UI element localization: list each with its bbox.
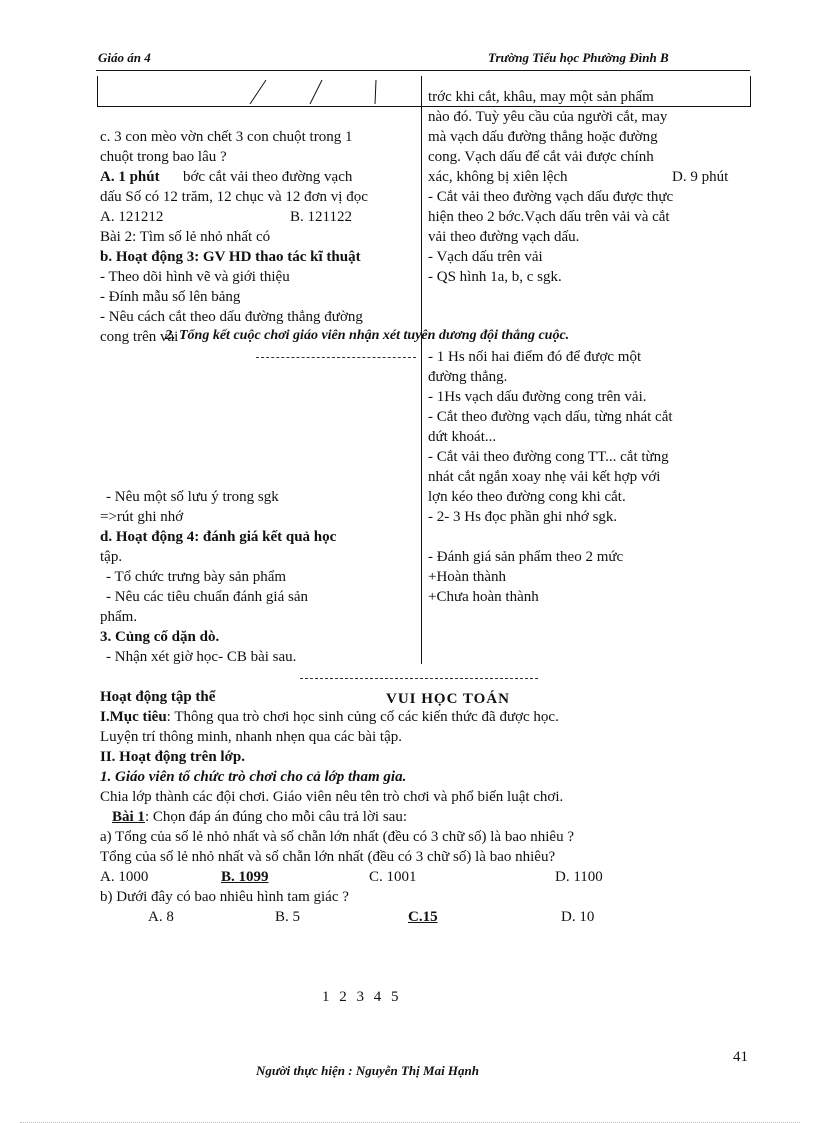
right-line-15: dứt khoát...	[428, 429, 497, 445]
right-line-17: nhát cắt ngắn xoay nhẹ vải kết hợp với	[428, 469, 661, 485]
header-right: Trường Tiểu học Phường Đình B	[488, 50, 669, 65]
left-line-3a: A. 1 phút	[100, 169, 160, 185]
left-line-17: - Nêu các tiêu chuẩn đánh giá sản	[106, 589, 308, 605]
option-a-1: A. 1000	[100, 869, 149, 885]
header-rule	[96, 70, 750, 71]
right-line-3: cong. Vạch dấu để cắt vải được chính	[428, 149, 654, 165]
section-title-center: VUI HỌC TOÁN	[386, 691, 510, 707]
left-line-8: - Theo dõi hình vẽ và giới thiệu	[100, 269, 290, 285]
right-line-8: - Vạch dấu trên vải	[428, 249, 543, 265]
question-b: b) Dưới đây có bao nhiêu hình tam giác ?	[100, 889, 349, 905]
right-line-0: trớc khi cắt, khâu, may một sản phẩm	[428, 89, 654, 105]
right-line-16: - Cắt vải theo đường cong TT... cắt từng	[428, 449, 669, 465]
table-divider	[421, 76, 422, 664]
page-number: 41	[733, 1049, 748, 1065]
question-a-repeat: Tổng của số lẻ nhỏ nhất và số chẵn lớn nhất (đều có 3 chữ số) là bao nhiêu?	[100, 849, 556, 865]
right-line-2: mà vạch dấu đường thẳng hoặc đường	[428, 129, 658, 145]
right-line-21: +Hoàn thành	[428, 569, 507, 585]
left-line-6: Bài 2: Tìm số lẻ nhỏ nhất có	[100, 229, 271, 245]
activities-title: II. Hoạt động trên lớp.	[100, 749, 245, 765]
option-b-2: B. 5	[275, 909, 301, 925]
left-line-2: chuột trong bao lâu ?	[100, 149, 227, 165]
left-line-18: phẩm.	[100, 609, 138, 625]
left-line-14: d. Hoạt động 4: đánh giá kết quả học	[100, 529, 337, 545]
table-left-border	[97, 76, 98, 106]
activity-1-text: Chia lớp thành các đội chơi. Giáo viên nêu tên trò chơi và phổ biến luật chơi.	[100, 789, 564, 805]
right-line-14: - Cắt theo đường vạch dấu, từng nhát cắt	[428, 409, 673, 425]
right-line-11: - 1 Hs nối hai điểm đó để được một	[428, 349, 642, 365]
left-line-11: cong trên vải	[100, 329, 179, 345]
left-line-16: - Tổ chức trưng bày sản phẩm	[106, 569, 287, 585]
section-title-left: Hoạt động tập thể	[100, 689, 216, 705]
header-left: Giáo án 4	[98, 50, 151, 65]
right-line-5: - Cắt vải theo đường vạch dấu được thực	[428, 189, 674, 205]
option-a-3: C. 1001	[369, 869, 417, 885]
right-line-9: - QS hình 1a, b, c sgk.	[428, 269, 562, 285]
option-a-4: D. 1100	[555, 869, 603, 885]
left-line-4: dấu Số có 12 trăm, 12 chục và 12 đơn vị đọc	[100, 189, 368, 205]
right-line-7: vải theo đường vạch dấu.	[428, 229, 580, 245]
table-row-rule	[97, 106, 751, 107]
footer-author: Người thực hiện : Nguyễn Thị Mai Hạnh	[256, 1063, 479, 1078]
left-line-5a: A. 121212	[100, 209, 164, 225]
right-line-4b: D. 9 phút	[672, 169, 729, 185]
right-line-22: +Chưa hoàn thành	[428, 589, 539, 605]
right-line-18: lợn kéo theo đường cong khi cắt.	[428, 489, 626, 505]
right-line-20: - Đánh giá sản phẩm theo 2 mức	[428, 549, 624, 565]
option-b-3: C.15	[408, 909, 438, 925]
left-line-3b: bớc cắt vải theo đường vạch	[183, 169, 353, 185]
bai1-line	[100, 808, 407, 826]
right-line-4: xác, không bị xiên lệch	[428, 169, 568, 185]
left-line-9: - Đính mẫu số lên bảng	[100, 289, 241, 305]
left-line-7: b. Hoạt động 3: GV HD thao tác kĩ thuật	[100, 249, 361, 265]
triangle-numbers: 1 2 3 4 5	[322, 989, 399, 1005]
table-right-border	[750, 76, 751, 106]
left-line-15: tập.	[100, 549, 123, 565]
dashed-rule-left	[256, 357, 416, 358]
left-line-1: c. 3 con mèo vờn chết 3 con chuột trong 1	[100, 129, 353, 145]
left-line-5b: B. 121122	[290, 209, 352, 225]
option-b-4: D. 10	[561, 909, 595, 925]
bai1-text: : Chọn đáp án đúng cho mỗi câu trả lời sau:	[144, 809, 407, 825]
overlay-summary: 2. Tổng kết cuộc chơi giáo viên nhận xét tuyên dương đội thắng cuộc.	[165, 328, 570, 343]
right-line-6: hiện theo 2 bớc.Vạch dấu trên vải và cắt	[428, 209, 670, 225]
left-line-19: 3. Củng cố dặn dò.	[100, 629, 220, 645]
question-a: a) Tổng của số lẻ nhỏ nhất và số chẵn lớn nhất (đều có 3 chữ số) là bao nhiêu ?	[100, 829, 574, 845]
right-line-19: - 2- 3 Hs đọc phần ghi nhớ sgk.	[428, 509, 618, 525]
left-line-20: - Nhận xét giờ học- CB bài sau.	[106, 649, 297, 665]
option-b-1: A. 8	[148, 909, 174, 925]
goal-line-2: Luyện trí thông minh, nhanh nhẹn qua các bài tập.	[100, 729, 402, 745]
goal-text: : Thông qua trò chơi học sinh củng cố các kiến thức đã được học.	[166, 709, 559, 725]
left-line-12: - Nêu một số lưu ý trong sgk	[106, 489, 279, 505]
section-separator	[300, 678, 538, 679]
right-line-1: nào đó. Tuỳ yêu cầu của người cắt, may	[428, 109, 668, 125]
activity-1: 1. Giáo viên tổ chức trò chơi cho cả lớp tham gia.	[100, 769, 407, 785]
right-line-12: đường thẳng.	[428, 369, 508, 385]
option-a-2: B. 1099	[221, 869, 269, 885]
diagram-lines	[230, 78, 390, 106]
left-line-13: =>rút ghi nhớ	[100, 509, 184, 525]
goal-label: I.Mục tiêu	[100, 709, 167, 725]
bai1-label: Bài 1	[112, 809, 145, 825]
right-line-13: - 1Hs vạch dấu đường cong trên vải.	[428, 389, 647, 405]
goal-line	[100, 708, 559, 726]
left-line-10: - Nêu cách cắt theo dấu đường thẳng đường	[100, 309, 363, 325]
